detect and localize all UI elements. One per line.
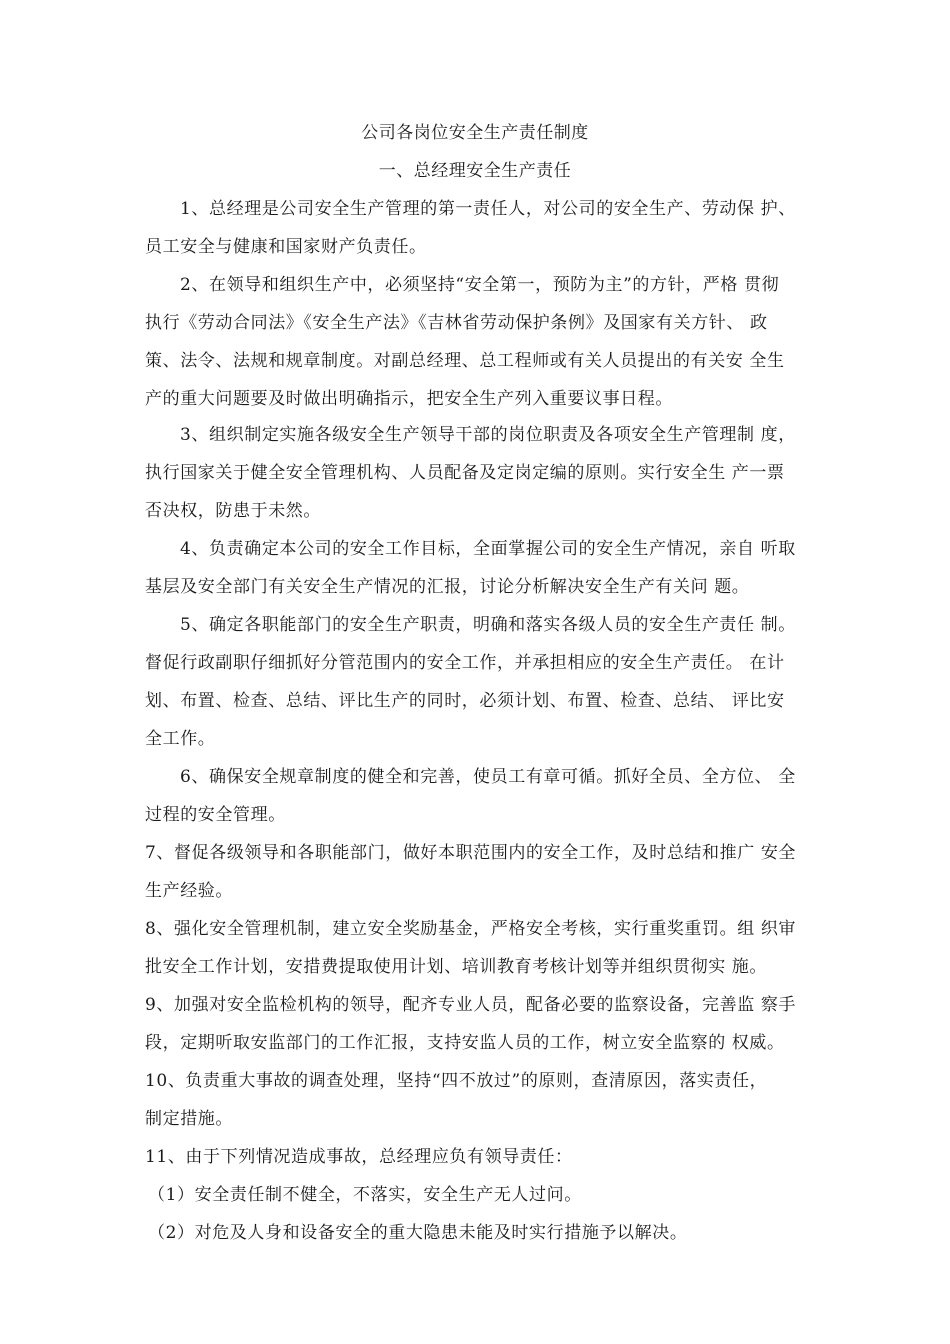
document-title: 公司各岗位安全生产责任制度 [361,123,589,143]
list-item: （2）对危及人身和设备安全的重大隐患未能及时实行措施予以解决。 [148,1223,688,1243]
paragraph-line: 段，定期听取安监部门的工作汇报，支持安监人员的工作，树立安全监察的 权威。 [145,1033,785,1053]
paragraph-line: 2、在领导和组织生产中，必须坚持“安全第一，预防为主”的方针，严格 贯彻 [180,275,780,295]
section-heading: 一、总经理安全生产责任 [378,161,572,181]
paragraph-line: 员工安全与健康和国家财产负责任。 [145,237,427,257]
paragraph-line: 5、确定各职能部门的安全生产职责，明确和落实各级人员的安全生产责任 制。 [180,615,796,635]
paragraph-line: 过程的安全管理。 [145,805,286,825]
paragraph-line: 划、布置、检查、总结、评比生产的同时，必须计划、布置、检查、总结、 评比安 [145,691,785,711]
paragraph-line: 7、督促各级领导和各职能部门，做好本职范围内的安全工作，及时总结和推广 安全 [145,843,797,863]
paragraph-line: 制定措施。 [145,1109,233,1129]
paragraph-line: 1、总经理是公司安全生产管理的第一责任人，对公司的安全生产、劳动保 护、 [180,199,796,219]
paragraph-line: 生产经验。 [145,881,233,901]
paragraph-line: 批安全工作计划，安措费提取使用计划、培训教育考核计划等并组织贯彻实 施。 [145,957,768,977]
paragraph-line: 产的重大问题要及时做出明确指示，把安全生产列入重要议事日程。 [145,389,673,409]
paragraph-line: 4、负责确定本公司的安全工作目标，全面掌握公司的安全生产情况，亲自 听取 [180,539,796,559]
paragraph-line: 8、强化安全管理机制，建立安全奖励基金，严格安全考核，实行重奖重罚。组 织审 [145,919,797,939]
paragraph-line: 基层及安全部门有关安全生产情况的汇报，讨论分析解决安全生产有关问 题。 [145,577,750,597]
paragraph-line: 10、负责重大事故的调查处理，坚持“四不放过”的原则，查清原因，落实责任， [145,1071,768,1091]
paragraph-line: 全工作。 [145,729,216,749]
paragraph-line: 3、组织制定实施各级安全生产领导干部的岗位职责及各项安全生产管理制 度， [180,425,796,445]
paragraph-line: 11、由于下列情况造成事故，总经理应负有领导责任： [145,1147,573,1167]
paragraph-line: 执行国家关于健全安全管理机构、人员配备及定岗定编的原则。实行安全生 产一票 [145,463,785,483]
list-item: （1）安全责任制不健全，不落实，安全生产无人过问。 [148,1185,582,1205]
paragraph-line: 督促行政副职仔细抓好分管范围内的安全工作，并承担相应的安全生产责任。 在计 [145,653,785,673]
paragraph-line: 策、法令、法规和规章制度。对副总经理、总工程师或有关人员提出的有关安 全生 [145,351,785,371]
paragraph-line: 否决权，防患于未然。 [145,501,321,521]
paragraph-line: 9、加强对安全监检机构的领导，配齐专业人员，配备必要的监察设备，完善监 察手 [145,995,797,1015]
paragraph-line: 执行《劳动合同法》《安全生产法》《吉林省劳动保护条例》及国家有关方针、 政 [145,313,768,333]
paragraph-line: 6、确保安全规章制度的健全和完善，使员工有章可循。抓好全员、全方位、 全 [180,767,796,787]
